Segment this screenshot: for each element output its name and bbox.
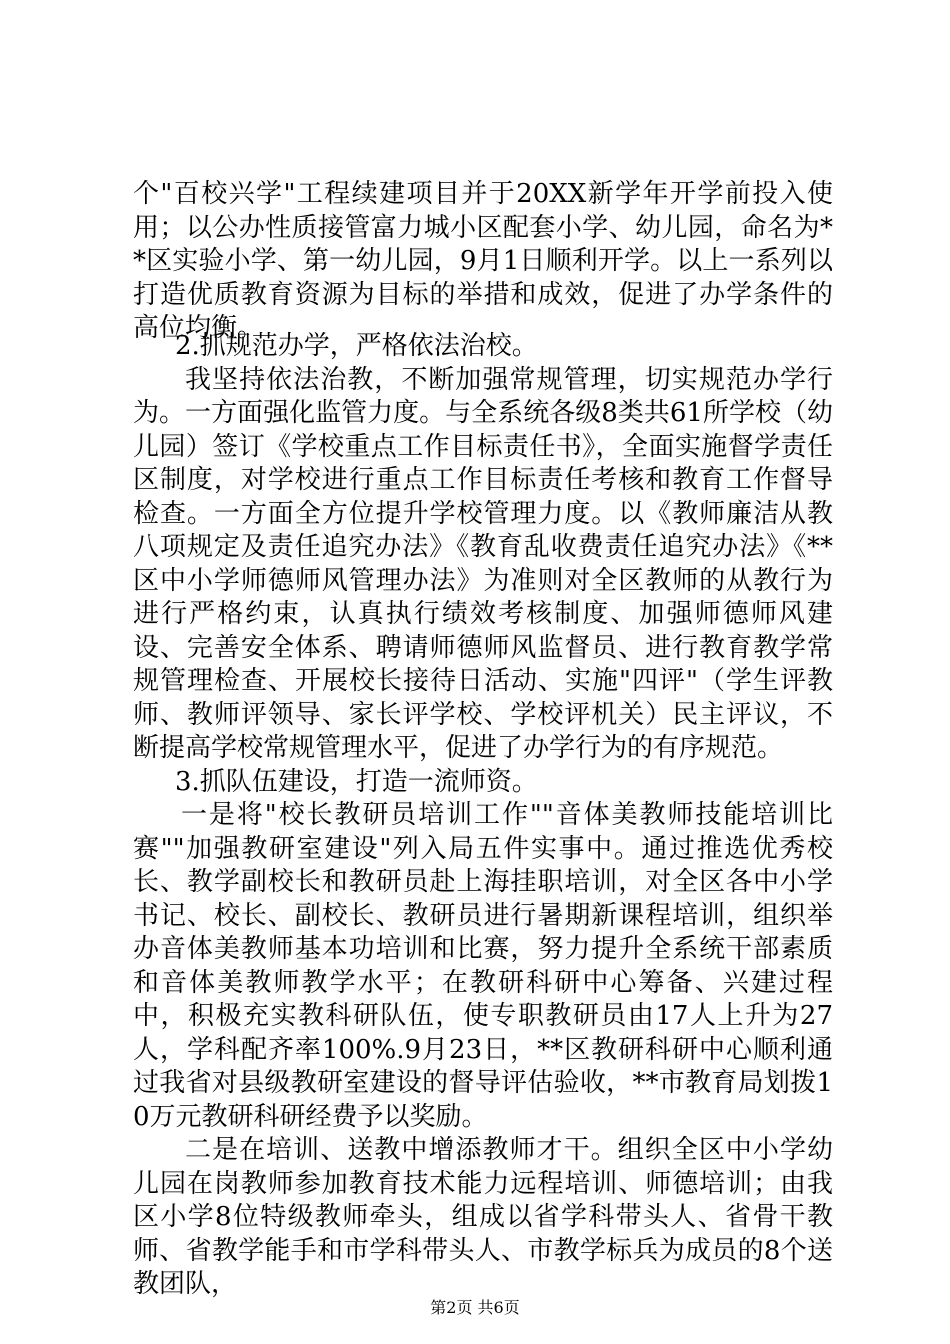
section-2-heading: 2.抓规范办学，严格依法治校。: [175, 331, 538, 361]
paragraph-continuation: 个"百校兴学"工程续建项目并于20XX新学年开学前投入使用；以公办性质接管富力城小区配套小学、幼儿园，命名为**区实验小学、第一幼儿园，9月1日顺利开学。以上一系列以打造优质教育资源为目标的举措和成效，促进了办学条件的高位均衡。: [133, 179, 833, 343]
page-footer: [0, 1298, 950, 1318]
paragraph-block-top: [133, 178, 833, 346]
section-2-body: 我坚持依法治教，不断加强常规管理，切实规范办学行为。一方面强化监管力度。与全系统各级8类共61所学校（幼儿园）签订《学校重点工作目标责任书》，全面实施督学责任区制度，对学校进行重点工作目标责任考核和教育工作督导检查。一方面全方位提升学校管理力度。以《教师廉洁从教八项规定及责任追究办法》《教育乱收费责任追究办法》《**区中小学师德师风管理办法》为准则对全区教师的从教行为进行严格约束，认真执行绩效考核制度、加强师德师风建设、完善安全体系、聘请师德师风监督员、进行教育教学常规管理检查、开展校长接待日活动、实施"四评"（学生评教师、教师评领导、家长评学校、学校评机关）民主评议，不断提高学校常规管理水平，促进了办学行为的有序规范。: [133, 364, 833, 763]
page-indicator: 第2页 共6页: [430, 1298, 520, 1317]
section-3-body-1: 一是将"校长教研员培训工作""音体美教师技能培训比赛""加强教研室建设"列入局五件实事中。通过推选优秀校长、教学副校长和教研员赴上海挂职培训，对全区各中小学书记、校长、副校长、教研员进行暑期新课程培训，组织举办音体美教师基本功培训和比赛，努力提升全系统干部素质和音体美教师教学水平；在教研科研中心筹备、兴建过程中，积极充实教科研队伍，使专职教研员由17人上升为27人，学科配齐率100%.9月23日，**区教研科研中心顺利通过我省对县级教研室建设的督导评估验收，**市教育局划拨10万元教研科研经费予以奖励。: [133, 800, 833, 1132]
section-3-body-2: 二是在培训、送教中增添教师才干。组织全区中小学幼儿园在岗教师参加教育技术能力远程培训、师德培训；由我区小学8位特级教师牵头，组成以省学科带头人、省骨干教师、省教学能手和市学科带头人、市教学标兵为成员的8个送教团队，: [133, 1135, 833, 1299]
paragraph-block-main: [133, 330, 833, 1302]
section-3-heading: 3.抓队伍建设，打造一流师资。: [175, 766, 538, 797]
